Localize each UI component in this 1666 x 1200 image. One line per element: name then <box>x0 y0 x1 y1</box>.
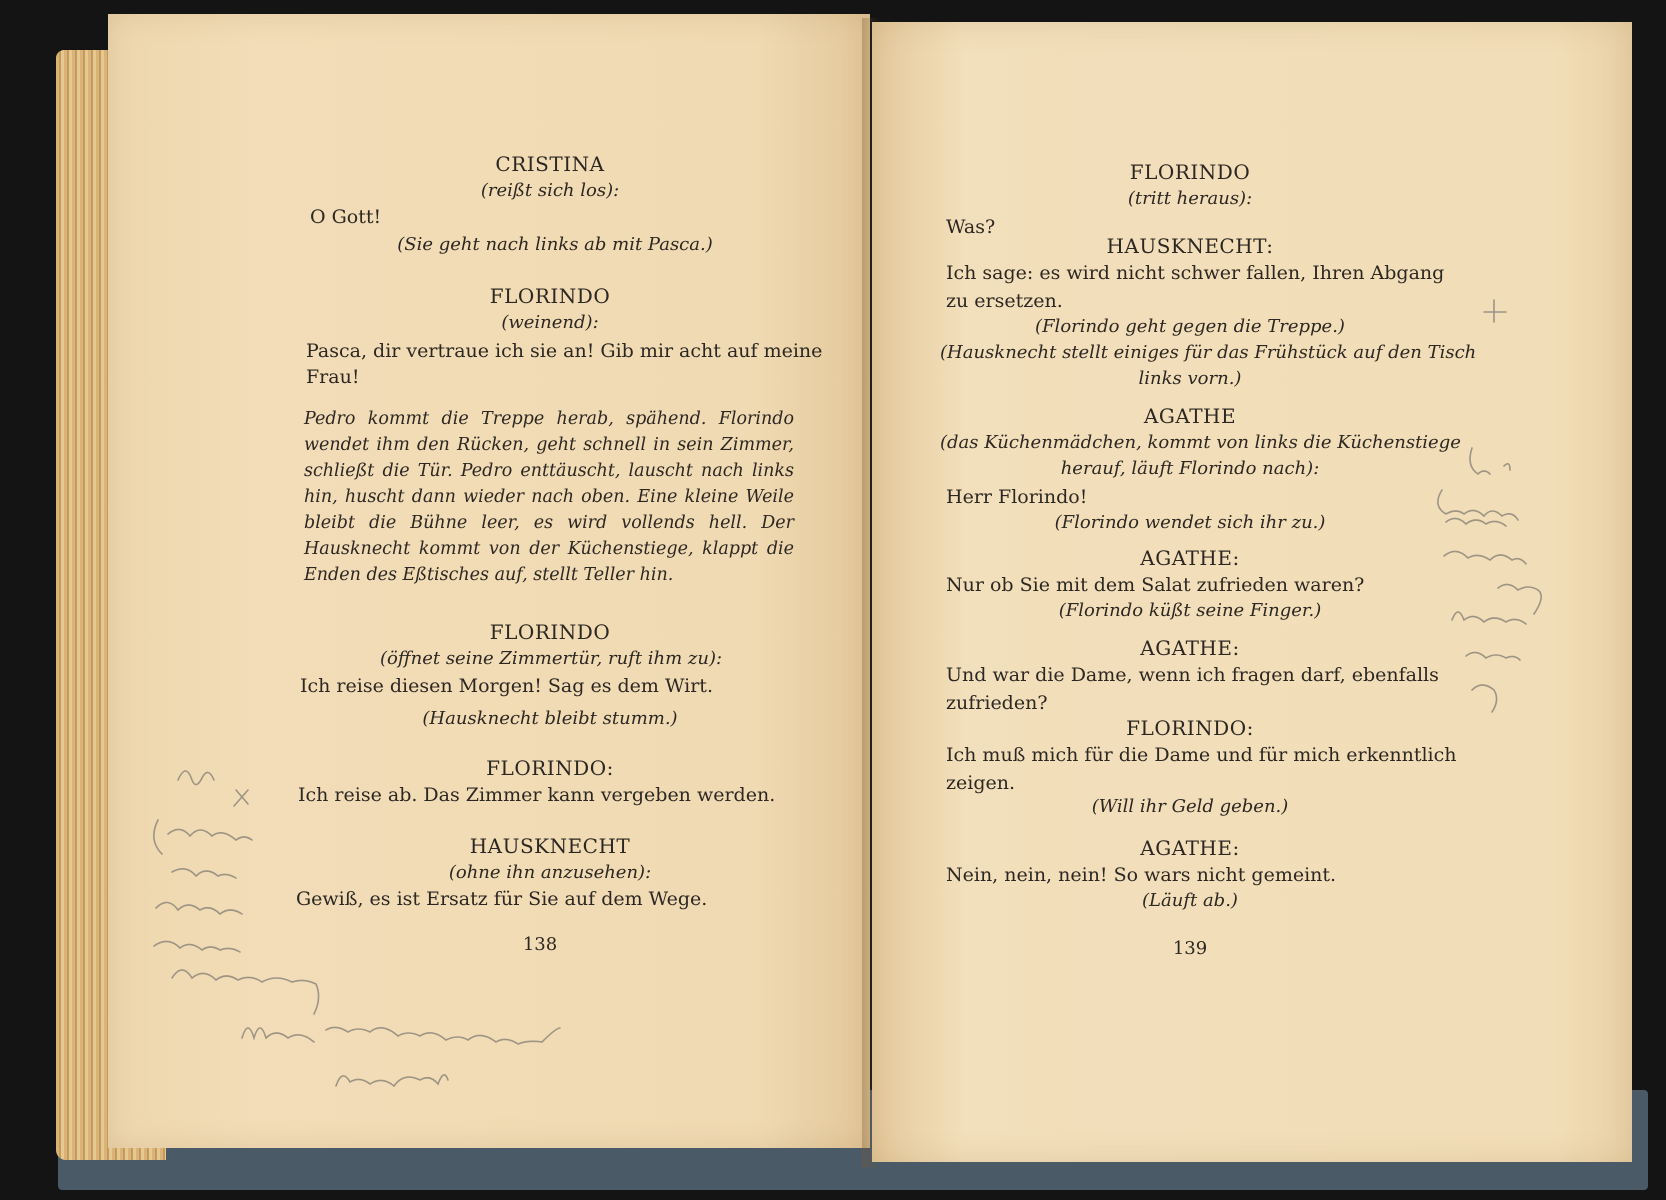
stage-direction: (Florindo wendet sich ihr zu.) <box>1054 512 1326 533</box>
dialogue-line: Herr Florindo! <box>946 486 1088 508</box>
dialogue-line: Frau! <box>306 366 360 388</box>
stage-direction: (Hausknecht bleibt stumm.) <box>422 708 678 729</box>
speaker-agathe: AGATHE: <box>1140 636 1240 660</box>
stage-direction: (das Küchenmädchen, kommt von links die Küchenstiege <box>940 432 1461 453</box>
speaker-florindo: FLORINDO <box>489 620 611 644</box>
dialogue-line: zu ersetzen. <box>946 290 1063 312</box>
stage-direction: (weinend): <box>501 312 599 333</box>
dialogue-line: Nur ob Sie mit dem Salat zufrieden waren? <box>946 574 1365 596</box>
stage-direction: (Will ihr Geld geben.) <box>1091 796 1289 817</box>
speaker-agathe: AGATHE: <box>1140 546 1240 570</box>
stage-direction: (tritt heraus): <box>1127 188 1253 209</box>
speaker-agathe: AGATHE: <box>1140 836 1240 860</box>
speaker-florindo: FLORINDO <box>1129 160 1251 184</box>
stage-direction: (Läuft ab.) <box>1142 890 1238 911</box>
dialogue-line: Ich reise ab. Das Zimmer kann vergeben werden. <box>298 784 776 806</box>
dialogue-line: Pasca, dir vertraue ich sie an! Gib mir acht auf meine <box>306 340 823 362</box>
speaker-hausknecht: HAUSKNECHT <box>469 834 631 858</box>
dialogue-line: Ich reise diesen Morgen! Sag es dem Wirt. <box>300 675 713 697</box>
speaker-agathe: AGATHE <box>1143 404 1237 428</box>
dialogue-line: Und war die Dame, wenn ich fragen darf, ebenfalls <box>946 664 1439 686</box>
stage-direction: (reißt sich los): <box>480 180 620 201</box>
stage-direction: links vorn.) <box>1138 368 1242 389</box>
stage-paragraph: Pedro kommt die Treppe herab, spähend. Florindo wendet ihm den Rücken, geht schnell in sein Zimmer, schließt die Tür. Pedro enttäuscht, lauscht nach links hin, huscht dann wieder nach oben. Eine kleine Weile bleibt die Bühne leer, es wird vollends hell. Der Hausknecht kommt von der Küchenstiege, klappt die Enden des Eßtisches auf, stellt Teller hin. <box>304 409 794 585</box>
stage-direction: (Florindo geht gegen die Treppe.) <box>1035 316 1345 337</box>
stage-direction: herauf, läuft Florindo nach): <box>1060 458 1320 479</box>
speaker-florindo: FLORINDO: <box>1126 716 1254 740</box>
stage-direction: (ohne ihn anzusehen): <box>448 862 652 883</box>
stage-direction: (öffnet seine Zimmertür, ruft ihm zu): <box>380 648 723 669</box>
stage-direction: (Florindo küßt seine Finger.) <box>1058 600 1322 621</box>
dialogue-line: Nein, nein, nein! So wars nicht gemeint. <box>946 864 1337 886</box>
page-number: 139 <box>1172 938 1208 959</box>
dialogue-line: Was? <box>946 216 996 238</box>
stage-direction: (Sie geht nach links ab mit Pasca.) <box>397 234 713 255</box>
speaker-florindo: FLORINDO <box>489 284 611 308</box>
page-number: 138 <box>522 934 558 955</box>
stage-direction: (Hausknecht stellt einiges für das Frühstück auf den Tisch <box>940 342 1477 363</box>
speaker-florindo: FLORINDO: <box>486 756 614 780</box>
speaker-cristina: CRISTINA <box>495 152 605 176</box>
dialogue-line: Gewiß, es ist Ersatz für Sie auf dem Wege. <box>296 888 708 910</box>
speaker-hausknecht: HAUSKNECHT: <box>1106 234 1274 258</box>
dialogue-line: zeigen. <box>946 772 1016 794</box>
dialogue-line: Ich muß mich für die Dame und für mich erkenntlich <box>946 744 1457 766</box>
dialogue-line: O Gott! <box>310 206 382 228</box>
dialogue-line: zufrieden? <box>946 692 1048 714</box>
dialogue-line: Ich sage: es wird nicht schwer fallen, Ihren Abgang <box>946 262 1445 284</box>
